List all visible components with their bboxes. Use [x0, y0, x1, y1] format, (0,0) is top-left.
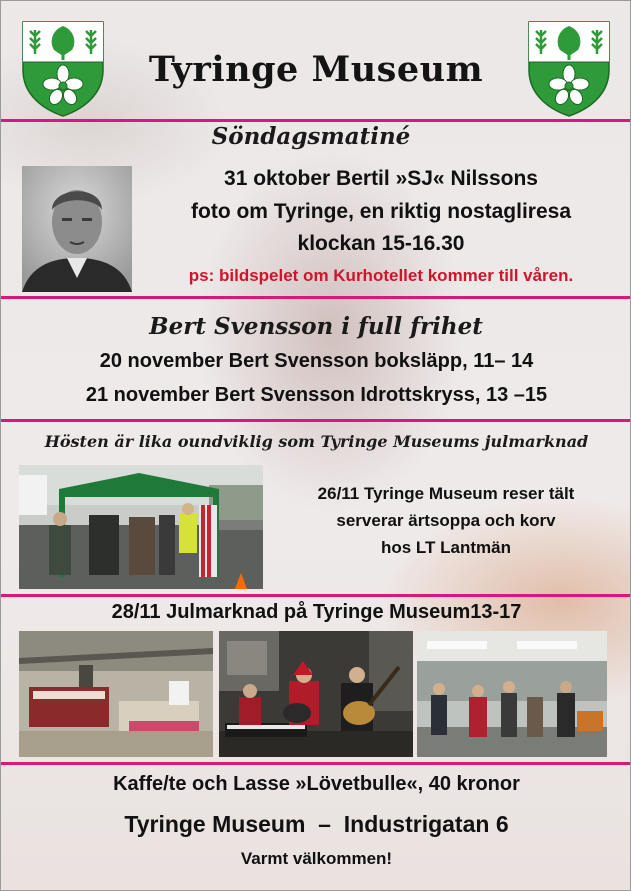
bert-line-1: 20 november Bert Svensson boksläpp, 11– 14: [99, 350, 534, 372]
musicians-photo: [219, 631, 413, 757]
footer-line-2: Tyringe Museum – Industrigatan 6: [124, 811, 509, 837]
matine-note: ps: bildspelet om Kurhotellet kommer till våren.: [188, 266, 574, 285]
section-divider: [1, 296, 631, 299]
crowd-photo: [417, 631, 607, 757]
market-hall-photo: [19, 631, 213, 757]
page-title: Tyringe Museum: [148, 49, 484, 90]
bert-line-2: 21 november Bert Svensson Idrottskryss, 13 –15: [85, 384, 548, 406]
section-heading-hosten: Hösten är lika oundviklig som Tyringe Museums julmarknad: [44, 432, 589, 451]
hosten-line-2: serverar ärtsoppa och korv: [336, 511, 556, 530]
portrait-photo: [22, 166, 132, 292]
matine-line-2: foto om Tyringe, en riktig nostagliresa: [191, 200, 571, 223]
coat-of-arms-icon: [525, 18, 613, 118]
coat-of-arms-icon: [19, 18, 107, 118]
section-divider: [1, 594, 631, 597]
section-divider: [1, 419, 631, 422]
tent-photo: [19, 465, 263, 589]
section-divider: [1, 762, 631, 765]
julmarknad-heading: 28/11 Julmarknad på Tyringe Museum13-17: [111, 601, 522, 623]
section-heading-bert: Bert Svensson i full frihet: [149, 313, 483, 340]
hosten-line-1: 26/11 Tyringe Museum reser tält: [317, 484, 575, 503]
matine-line-3: klockan 15-16.30: [297, 232, 465, 255]
footer-line-1: Kaffe/te och Lasse »Lövetbulle«, 40 kronor: [113, 773, 520, 795]
section-divider: [1, 119, 631, 122]
matine-line-1: 31 oktober Bertil »SJ« Nilssons: [224, 167, 538, 190]
footer-line-3: Varmt välkommen!: [240, 849, 393, 868]
hosten-line-3: hos LT Lantmän: [380, 538, 511, 557]
section-heading-matine: Söndagsmatiné: [211, 123, 411, 150]
